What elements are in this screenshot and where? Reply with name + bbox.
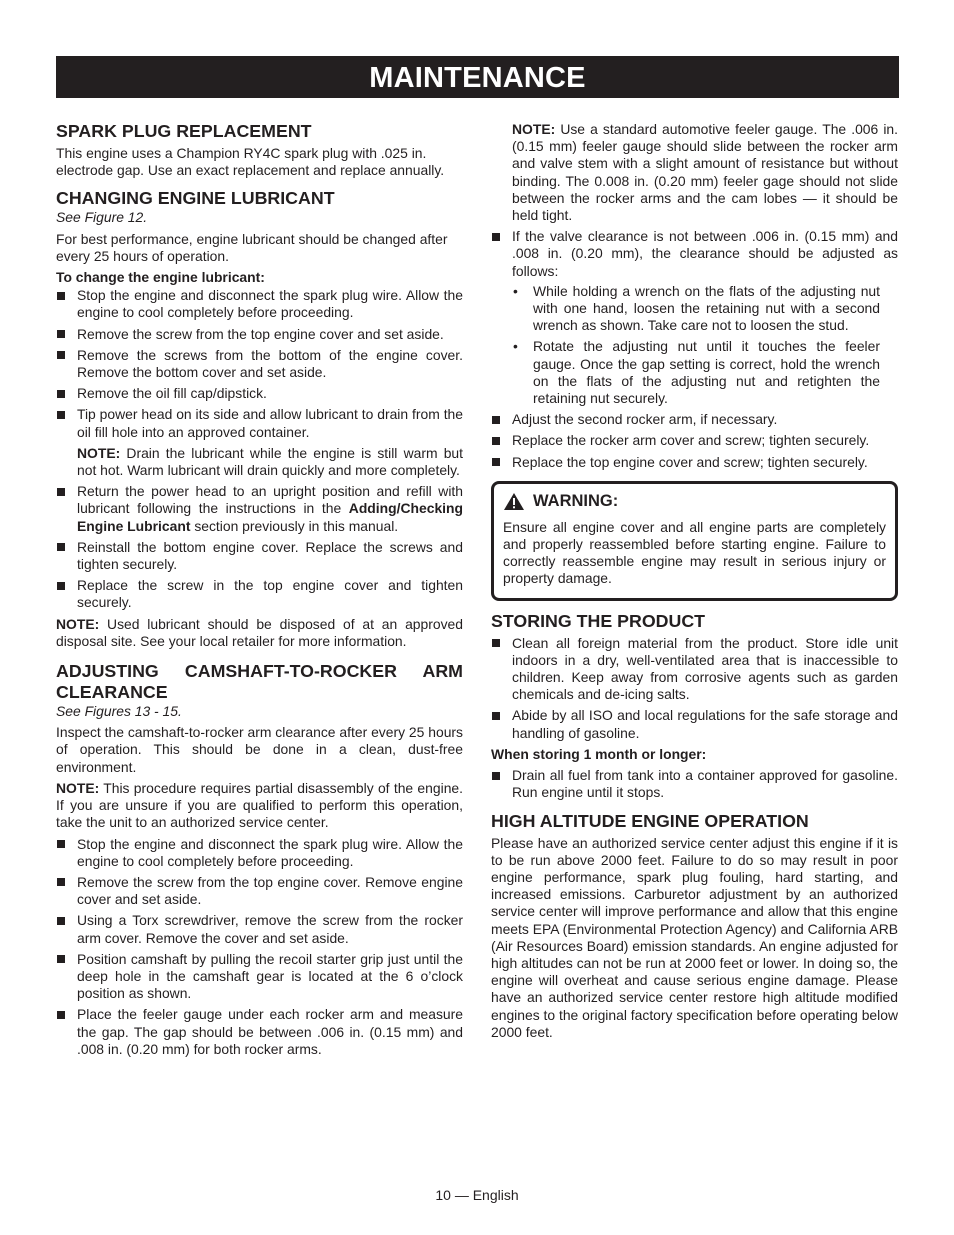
note-label: NOTE: <box>77 444 121 461</box>
adjust-substeps <box>512 283 898 407</box>
list-item: Abide by all ISO and local regulations for the safe storage and handling of gasoline. <box>491 707 898 741</box>
warning-label: WARNING: <box>533 491 619 510</box>
list-item: Position camshaft by pulling the recoil starter grip just until the deep hole in the camshaft gear is located at the 6 o’clock position as shown. <box>56 951 463 1003</box>
note-text: Use a standard automotive feeler gauge. The .006 in. (0.15 mm) feeler gauge should slide between the rocker arm and valve stem with a slight amount of resistance but without binding. The 0.008 in. (0.20 mm) feeler gage should not slide between the rocker arms and the cam lobes — it should be held tight. <box>512 121 899 224</box>
right-column <box>491 121 898 1045</box>
note-label: NOTE: <box>56 615 100 632</box>
warning-triangle-icon <box>503 492 525 511</box>
list-item: Adjust the second rocker arm, if necessary. <box>491 411 898 428</box>
spark-text: This engine uses a Champion RY4C spark plug with .025 in. electrode gap. Use an exact replacement and replace annually. <box>56 145 445 179</box>
page-title: MAINTENANCE <box>56 56 899 98</box>
list-item-text: section previously in this manual. <box>194 517 399 534</box>
spark-heading: SPARK PLUG REPLACEMENT <box>56 121 312 141</box>
list-item: Remove the screws from the bottom of the engine cover. Remove the bottom cover and set aside. <box>56 347 463 381</box>
storing-heading: STORING THE PRODUCT <box>491 610 706 631</box>
gauge-note <box>491 121 898 224</box>
sub-list-item: • Rotate the adjusting nut until it touches the feeler gauge. Once the gap setting is correct, hold the wrench on the flats of the adjusting nut and retighten the retaining nut securely. <box>512 338 880 407</box>
list-item: Stop the engine and disconnect the spark plug wire. Allow the engine to cool completely before proceeding. <box>56 836 463 870</box>
storing-month-steps <box>491 767 898 801</box>
note-text: Drain the lubricant while the engine is still warm but not hot. Warm lubricant will drain quickly and more completely. <box>77 444 464 479</box>
note-label: NOTE: <box>512 121 556 137</box>
note-text: Used lubricant should be disposed of at an approved disposal site. See your local retailer for more information. <box>56 615 463 649</box>
section-reference: Adding/Checking Engine Lubricant <box>77 500 463 534</box>
list-item: Stop the engine and disconnect the spark plug wire. Allow the engine to cool completely before proceeding. <box>56 287 463 321</box>
lube-figure-ref: See Figure 12. <box>56 209 148 226</box>
list-item: Remove the oil fill cap/dipstick. <box>56 385 463 402</box>
cam-intro: Inspect the camshaft-to-rocker arm clearance after every 25 hours of operation. This should be done in a clean, dust-free environment. <box>56 724 463 775</box>
lube-intro: For best performance, engine lubricant should be changed after every 25 hours of operation. <box>56 230 448 264</box>
list-item: Reinstall the bottom engine cover. Replace the screws and tighten securely. <box>56 539 463 573</box>
list-item: Using a Torx screwdriver, remove the screw from the rocker arm cover. Remove the cover and set aside. <box>56 912 463 946</box>
lube-steps <box>56 287 463 611</box>
adjust-steps <box>491 228 898 471</box>
lube-heading: CHANGING ENGINE LUBRICANT <box>56 188 335 209</box>
list-item: Replace the rocker arm cover and screw; tighten securely. <box>491 432 898 449</box>
cam-steps <box>56 836 463 1058</box>
page-footer: 10 — English <box>435 1187 519 1203</box>
list-item-text: Return the power head to an upright position and refill with lubricant following the instructions in the <box>77 483 463 517</box>
warning-text: Ensure all engine cover and all engine parts are completely and properly reassembled before starting engine. Failure to correctly reassemble engine may result in serious injury or property damage. <box>503 518 886 587</box>
cam-figure-ref: See Figures 13 - 15. <box>56 703 182 720</box>
storing-steps <box>491 635 898 742</box>
storing-subheading: When storing 1 month or longer: <box>491 745 707 762</box>
lube-note <box>56 616 463 650</box>
list-item: Clean all foreign material from the product. Store idle unit indoors in a dry, well-ventilated area that is inaccessible to children. Keep away from corrosive agents such as garden chemicals and de-icing salts. <box>491 635 898 704</box>
warning-header <box>503 492 886 511</box>
altitude-heading: HIGH ALTITUDE ENGINE OPERATION <box>491 810 809 831</box>
list-item: Drain all fuel from tank into a container approved for gasoline. Run engine until it stops. <box>491 767 898 801</box>
note-label: NOTE: <box>56 779 100 796</box>
list-item <box>491 228 898 407</box>
list-item <box>56 483 463 535</box>
list-item: Replace the top engine cover and screw; tighten securely. <box>491 454 898 471</box>
list-item: Place the feeler gauge under each rocker arm and measure the gap. The gap should be between .006 in. (0.15 mm) and .008 in. (0.20 mm) for both rocker arms. <box>56 1006 463 1058</box>
list-item <box>56 406 463 479</box>
list-item: Remove the screw from the top engine cover. Remove engine cover and set aside. <box>56 874 463 908</box>
note-text: This procedure requires partial disassembly of the engine. If you are unsure if you are qualified to perform this operation, take the unit to an authorized service center. <box>56 779 464 831</box>
cam-heading: ADJUSTING CAMSHAFT-TO-ROCKER ARM CLEARANCE <box>56 661 463 703</box>
cam-note <box>56 780 463 832</box>
list-item: Remove the screw from the top engine cover and set aside. <box>56 326 463 343</box>
list-item-text: If the valve clearance is not between .006 in. (0.15 mm) and .008 in. (0.20 mm), the clearance should be adjusted as follows: <box>512 228 898 279</box>
left-column <box>56 121 463 1062</box>
list-item-text: Tip power head on its side and allow lubricant to drain from the oil fill hole into an approved container. <box>77 406 463 440</box>
lube-subheading: To change the engine lubricant: <box>56 269 265 286</box>
drain-note <box>77 445 463 479</box>
warning-box <box>491 481 898 601</box>
altitude-text: Please have an authorized service center adjust this engine if it is to be run above 2000 feet. Failure to do so may result in poor engine performance, spark plug fouling, hard starting, and increased emissions. Carburetor adjustment by an authorized service center will improve performance and allow that this engine meets EPA (Environmental Protection Agency) and California ARB (Air Resources Board) emission standards. An engine adjusted for high altitudes can not be run at 2000 feet or lower. In doing so, the engine will overheat and cause serious engine damage. Please have an authorized service center restore high altitude modified engines to the original factory specification before operating below 2000 feet. <box>491 834 898 1040</box>
sub-list-item: • While holding a wrench on the flats of the adjusting nut with one hand, loosen the retaining nut with a second wrench as shown. Take care not to loosen the stud. <box>512 283 880 335</box>
list-item: Replace the screw in the top engine cover and tighten securely. <box>56 577 463 611</box>
